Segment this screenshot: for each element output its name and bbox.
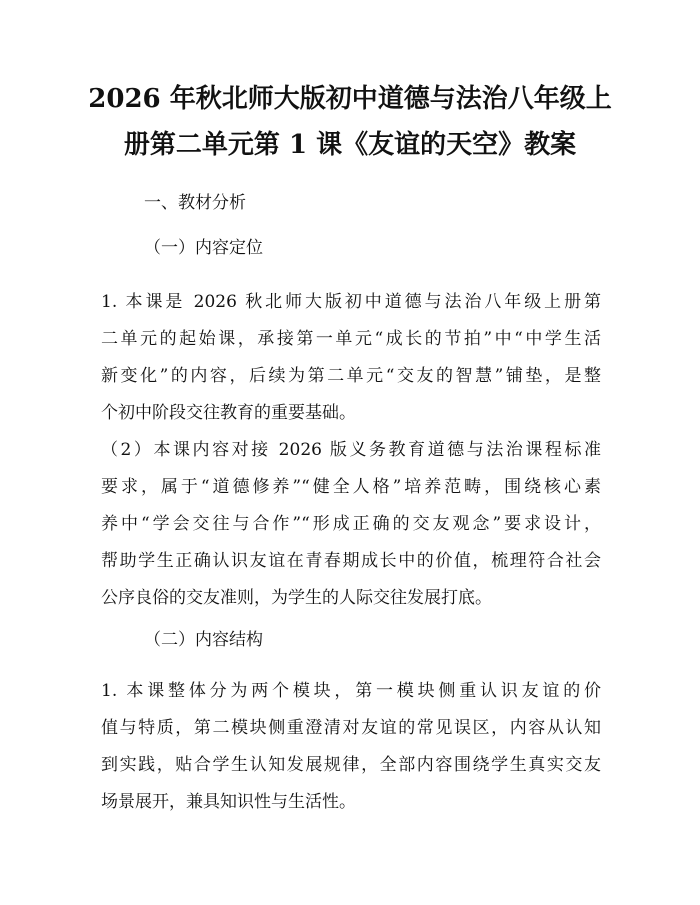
paragraph-line: 场景展开，兼具知识性与生活性。 — [101, 792, 356, 812]
paragraph-line: （2）本课内容对接 2026 版义务教育道德与法治课程标准 — [101, 440, 601, 460]
paragraph-line: 养中“学会交往与合作”“形成正确的交友观念”要求设计， — [101, 514, 601, 534]
paragraph-line: 值与特质，第二模块侧重澄清对友谊的常见误区，内容从认知 — [101, 718, 601, 738]
subsection-heading-content-structure: （二）内容结构 — [144, 630, 263, 650]
section-heading-textbook-analysis: 一、教材分析 — [144, 193, 246, 213]
paragraph-line: 新变化”的内容，后续为第二单元“交友的智慧”铺垫，是整 — [101, 366, 601, 386]
paragraph-line: 帮助学生正确认识友谊在青春期成长中的价值，梳理符合社会 — [101, 551, 601, 571]
paragraph-line: 1. 本课整体分为两个模块，第一模块侧重认识友谊的价 — [101, 681, 601, 701]
paragraph-content-positioning-2 — [101, 432, 601, 617]
document-title-line-1: 2026 年秋北师大版初中道德与法治八年级上 — [88, 84, 612, 114]
paragraph-line: 个初中阶段交往教育的重要基础。 — [101, 403, 356, 423]
paragraph-line: 要求，属于“道德修养”“健全人格”培养范畴，围绕核心素 — [101, 477, 601, 497]
paragraph-line: 公序良俗的交友准则，为学生的人际交往发展打底。 — [101, 588, 492, 608]
paragraph-content-structure-1 — [101, 673, 601, 821]
subsection-heading-content-positioning: （一）内容定位 — [144, 238, 263, 258]
paragraph-line: 二单元的起始课，承接第一单元“成长的节拍”中“中学生活 — [101, 329, 601, 349]
paragraph-line: 1. 本课是 2026 秋北师大版初中道德与法治八年级上册第 — [101, 292, 601, 312]
paragraph-line: 到实践，贴合学生认知发展规律，全部内容围绕学生真实交友 — [101, 755, 601, 775]
document-title-line-2: 册第二单元第 1 课《友谊的天空》教案 — [123, 130, 577, 160]
paragraph-content-positioning-1 — [101, 284, 601, 432]
